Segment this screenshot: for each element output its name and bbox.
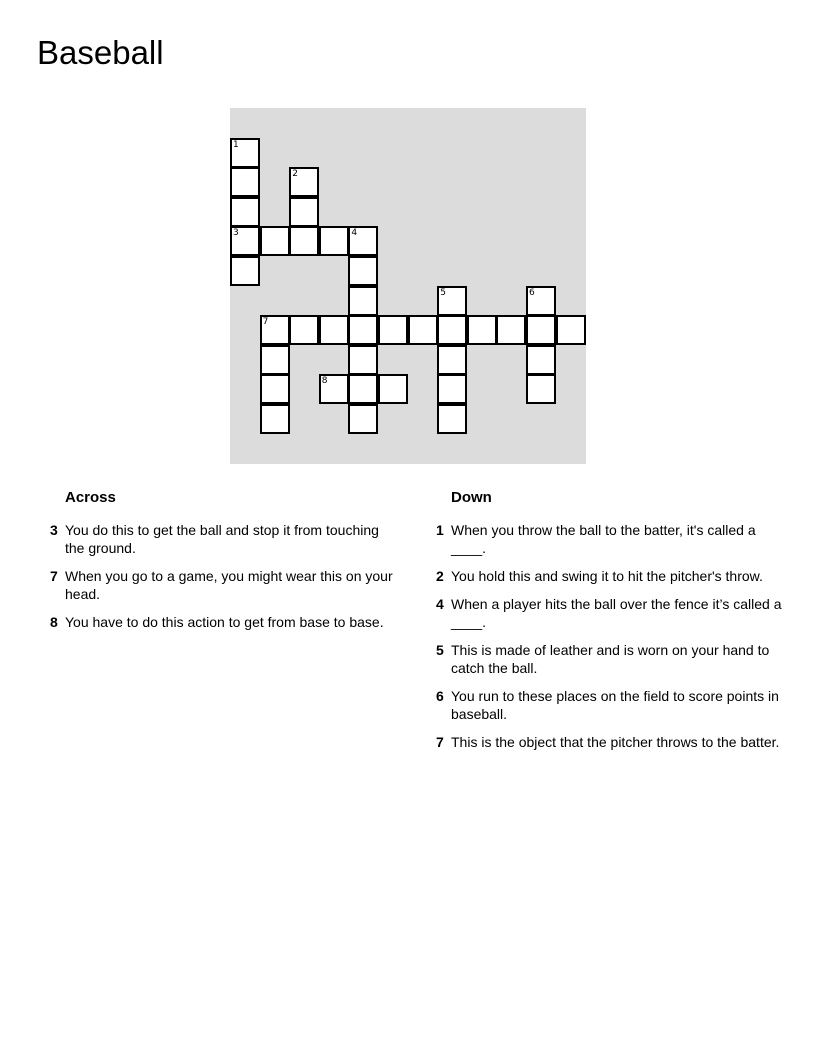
- clue-number: 3: [50, 522, 58, 538]
- down-clue: [430, 641, 785, 677]
- crossword-cell[interactable]: [437, 345, 467, 375]
- page-title: Baseball: [37, 34, 164, 71]
- cell-number: 2: [292, 169, 298, 180]
- cell-number: 5: [440, 287, 446, 298]
- crossword-cell[interactable]: [496, 315, 526, 345]
- clue-text: You have to do this action to get from base to base.: [65, 614, 384, 630]
- clue-number: 5: [436, 642, 444, 658]
- across-clue: [44, 521, 399, 557]
- clue-number: 1: [436, 522, 444, 538]
- crossword-cell[interactable]: [526, 286, 556, 316]
- crossword-cell[interactable]: [348, 345, 378, 375]
- crossword-cell[interactable]: [230, 256, 260, 286]
- cell-number: 4: [351, 228, 358, 239]
- cell-number: 8: [321, 376, 328, 387]
- crossword-cell[interactable]: [289, 226, 319, 256]
- crossword-cell[interactable]: [230, 226, 260, 256]
- cell-number: 1: [233, 139, 239, 150]
- crossword-cell[interactable]: [437, 315, 467, 345]
- crossword-cell[interactable]: [260, 315, 290, 345]
- crossword-cell[interactable]: [289, 197, 319, 227]
- down-heading: Down: [451, 489, 492, 506]
- clue-number: 7: [436, 734, 444, 750]
- crossword-cell[interactable]: [319, 374, 349, 404]
- crossword-cell[interactable]: [556, 315, 586, 345]
- crossword-cell[interactable]: [378, 315, 408, 345]
- down-clue: [430, 521, 785, 557]
- crossword-cell[interactable]: [348, 315, 378, 345]
- crossword-cell[interactable]: [348, 374, 378, 404]
- across-clue: [44, 613, 399, 631]
- down-clues: [430, 487, 785, 761]
- crossword-cell[interactable]: [260, 374, 290, 404]
- crossword-cell[interactable]: [348, 226, 378, 256]
- clue-text: When you go to a game, you might wear this on your head.: [65, 568, 393, 602]
- crossword-cell[interactable]: [348, 404, 378, 434]
- down-clue: [430, 733, 785, 751]
- clue-text: This is the object that the pitcher throws to the batter.: [451, 734, 780, 750]
- crossword-cell[interactable]: [289, 167, 319, 197]
- crossword-cell[interactable]: [437, 286, 467, 316]
- clue-text: You do this to get the ball and stop it from touching the ground.: [65, 522, 379, 556]
- crossword-cell[interactable]: [289, 315, 319, 345]
- clue-text: You hold this and swing it to hit the pitcher's throw.: [451, 568, 763, 584]
- clue-text: When you throw the ball to the batter, it's called a ____.: [451, 522, 756, 556]
- crossword-cell[interactable]: [230, 167, 260, 197]
- across-heading: Across: [65, 489, 116, 506]
- clue-number: 6: [436, 688, 444, 704]
- clue-number: 4: [436, 596, 444, 612]
- crossword-cell[interactable]: [230, 197, 260, 227]
- crossword-cell[interactable]: [260, 226, 290, 256]
- crossword-cell[interactable]: [319, 226, 349, 256]
- crossword-cell[interactable]: [526, 345, 556, 375]
- crossword-cell[interactable]: [526, 374, 556, 404]
- clue-text: When a player hits the ball over the fence it’s called a ____.: [451, 596, 782, 630]
- cell-number: 7: [262, 317, 269, 328]
- down-clue: [430, 595, 785, 631]
- crossword-cell[interactable]: [260, 404, 290, 434]
- crossword-grid: [230, 108, 586, 464]
- down-clue: [430, 687, 785, 723]
- clue-text: This is made of leather and is worn on your hand to catch the ball.: [451, 642, 770, 676]
- crossword-cell[interactable]: [348, 256, 378, 286]
- crossword-cell[interactable]: [437, 404, 467, 434]
- clue-text: You run to these places on the field to score points in baseball.: [451, 688, 779, 722]
- cell-number: 3: [233, 228, 239, 239]
- crossword-cell[interactable]: [437, 374, 467, 404]
- clue-number: 7: [50, 568, 58, 584]
- crossword-cell[interactable]: [348, 286, 378, 316]
- across-clue: [44, 567, 399, 603]
- crossword-cell[interactable]: [408, 315, 438, 345]
- crossword-cell[interactable]: [260, 345, 290, 375]
- crossword-cell[interactable]: [378, 374, 408, 404]
- crossword-cell[interactable]: [526, 315, 556, 345]
- cell-number: 6: [529, 287, 535, 298]
- crossword-cell[interactable]: [319, 315, 349, 345]
- down-clue: [430, 567, 785, 585]
- clue-number: 2: [436, 568, 444, 584]
- crossword-cell[interactable]: [467, 315, 497, 345]
- clue-number: 8: [50, 614, 58, 630]
- crossword-cell[interactable]: [230, 138, 260, 168]
- across-clues: [44, 487, 399, 641]
